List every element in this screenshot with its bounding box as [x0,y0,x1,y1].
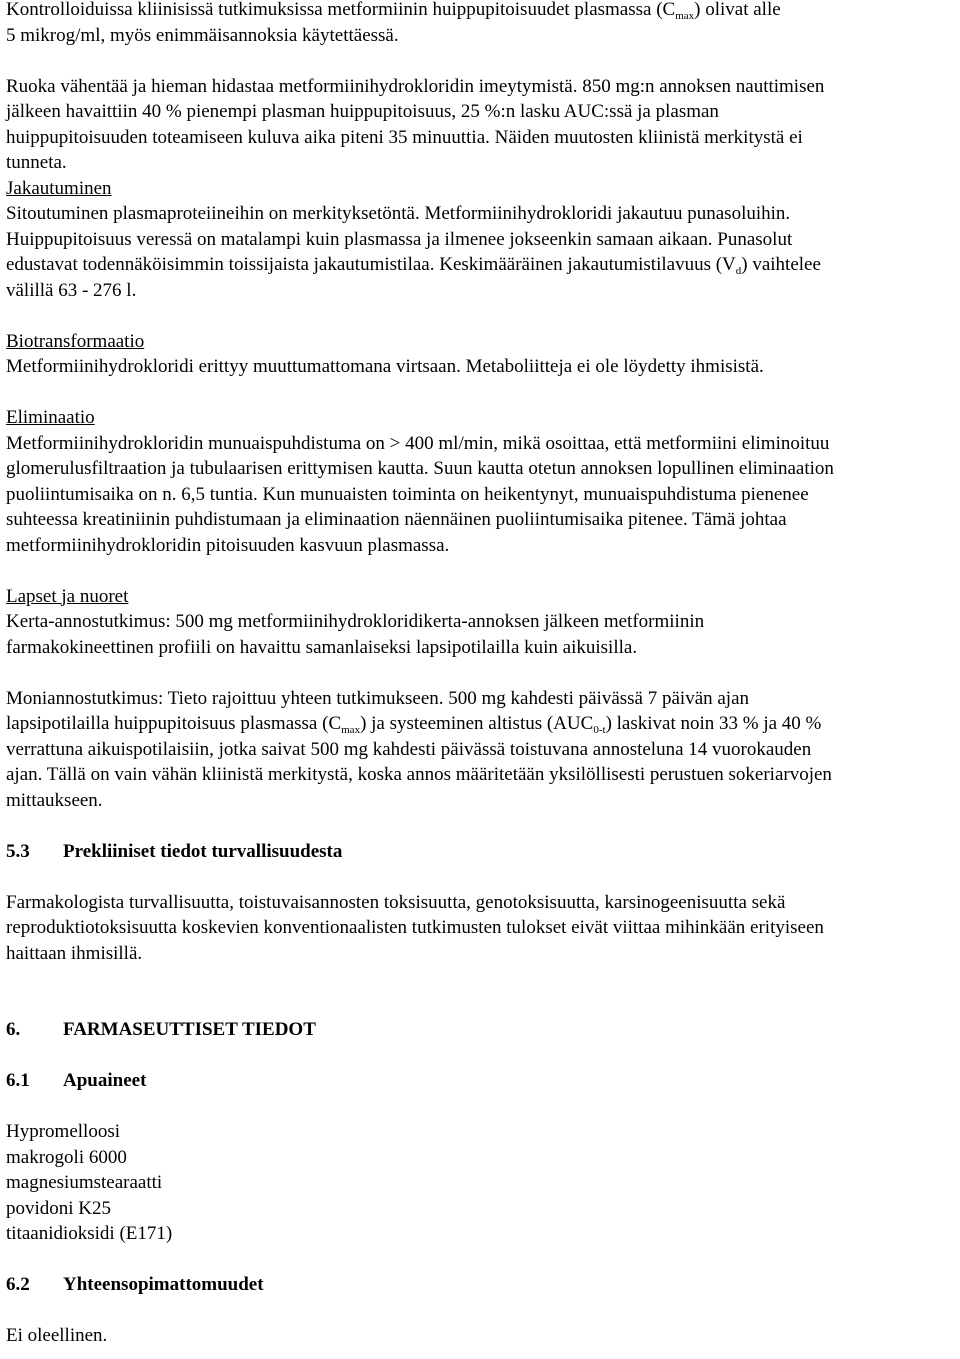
subscript: 0-t [593,724,606,736]
text-line: jälkeen havaittiin 40 % pienempi plasman huippupitoisuus, 25 %:n lasku AUC:ssä ja plasman [6,101,719,122]
text-line: tunneta. [6,152,67,173]
section-number: 5.3 [6,840,30,862]
children-section [6,584,954,661]
text-line: Kerta-annostutkimus: 500 mg metformiinihydrokloridikerta-annoksen jälkeen metformiinin [6,611,705,632]
intro-paragraph [6,0,954,48]
subscript: d [735,265,742,277]
text-line: mittaukseen. [6,789,103,811]
list-item: povidoni K25 [6,1197,112,1219]
text-line: 5 mikrog/ml, myös enimmäisannoksia käytettäessä. [6,24,399,46]
subscript: max [341,724,361,736]
text-line: Metformiinihydrokloridi erittyy muuttumattomana virtsaan. Metaboliitteja ei ole löydetty ihmisistä. [6,356,764,377]
list-item: Hypromelloosi [6,1121,120,1142]
multidose-paragraph [6,686,954,814]
text-span: ) olivat alle [694,0,781,20]
text-line: verrattuna aikuispotilaisiin, jotka saivat 500 mg kahdesti päivässä toistuvana annosteluna 14 vuorokauden [6,738,812,760]
text-line: metformiinihydrokloridin pitoisuuden kasvuun plasmassa. [6,534,450,556]
text-line: Huippupitoisuus veressä on matalampi kuin plasmassa ja ilmenee jokseenkin samaan aikaan. Punasolut [6,228,793,250]
text-line: Sitoutuminen plasmaproteiineihin on merkityksetöntä. Metformiinihydrokloridi jakautuu punasoluihin. [6,203,791,224]
distribution-heading: Jakautuminen [6,177,112,199]
section-title: FARMASEUTTISET TIEDOT [63,1019,316,1040]
children-heading: Lapset ja nuoret [6,585,129,607]
text-line: suhteessa kreatiniinin puhdistumaan ja eliminaation näennäinen puoliintumisaika pitenee. Tämä johtaa [6,509,787,530]
text-line: puoliintumisaika on n. 6,5 tuntia. Kun munuaisten toiminta on heikentynyt, munuaispuhdistuma pienenee [6,483,809,505]
section-title: Apuaineet [63,1070,147,1091]
incompatibilities-paragraph [6,1323,954,1349]
text-line [6,711,954,737]
text-span: edustavat todennäköisimmin toissijaista jakautumistilaa. Keskimääräinen jakautumistilavuus (V [6,254,736,275]
food-effect-paragraph [6,74,954,176]
section-heading-6-1 [6,1068,954,1094]
elimination-heading: Eliminaatio [6,407,95,428]
elimination-section [6,405,954,558]
section-number: 6.1 [6,1070,30,1091]
list-item: titaanidioksidi (E171) [6,1223,173,1244]
section-heading-6 [6,1017,954,1043]
section-title: Yhteensopimattomuudet [63,1274,264,1295]
text-line: glomerulusfiltraation ja tubulaarisen erittymisen kautta. Suun kautta otetun annoksen lopullinen eliminaation [6,458,834,479]
section-number: 6.2 [6,1274,30,1295]
text-line: farmakokineettinen profiili on havaittu samanlaiseksi lapsipotilailla kuin aikuisilla. [6,636,638,658]
excipients-list [6,1119,954,1247]
section-heading-6-2 [6,1272,954,1298]
list-item: makrogoli 6000 [6,1146,127,1168]
text-line: ajan. Tällä on vain vähän kliinistä merkitystä, koska annos määritetään yksilöllisesti perustuen sokeriarvojen [6,764,832,785]
biotransformation-heading: Biotransformaatio [6,330,145,352]
biotransformation-section [6,329,954,380]
text-line [6,0,954,23]
text-line [6,252,954,278]
text-line: haittaan ihmisillä. [6,942,143,964]
text-line: Ruoka vähentää ja hieman hidastaa metformiinihydrokloridin imeytymistä. 850 mg:n annoksen nauttimisen [6,75,825,97]
subscript: max [675,10,695,22]
list-item: magnesiumstearaatti [6,1172,163,1193]
section-title: Prekliiniset tiedot turvallisuudesta [63,840,343,862]
section-heading-5-3 [6,839,954,865]
distribution-section [6,176,954,304]
text-span: Kontrolloiduissa kliinisissä tutkimuksissa metformiinin huippupitoisuudet plasmassa (C [6,0,676,20]
text-line: Farmakologista turvallisuutta, toistuvaisannosten toksisuutta, genotoksisuutta, karsinogeenisuutta sekä [6,891,786,913]
text-line: Moniannostutkimus: Tieto rajoittuu yhteen tutkimukseen. 500 mg kahdesti päivässä 7 päivän ajan [6,687,750,709]
text-span: ) vaihtelee [741,254,821,275]
text-line: Ei oleellinen. [6,1325,108,1346]
text-line: välillä 63 - 276 l. [6,279,137,301]
text-line: huippupitoisuuden toteamiseen kuluva aika piteni 35 minuuttia. Näiden muutosten kliinistä merkitystä ei [6,126,803,148]
text-span: ) ja systeeminen altistus (AUC [360,713,594,734]
text-line: reproduktiotoksisuutta koskevien konventionaalisten tutkimusten tulokset eivät viittaa mihinkään erityiseen [6,917,824,938]
text-span: ) laskivat noin 33 % ja 40 % [605,713,822,734]
text-line: Metformiinihydrokloridin munuaispuhdistuma on > 400 ml/min, mikä osoittaa, että metformiini eliminoituu [6,432,830,454]
section-number: 6. [6,1019,21,1040]
text-span: lapsipotilailla huippupitoisuus plasmassa (C [6,713,342,734]
document-page [6,0,954,1349]
preclinical-paragraph [6,890,954,967]
